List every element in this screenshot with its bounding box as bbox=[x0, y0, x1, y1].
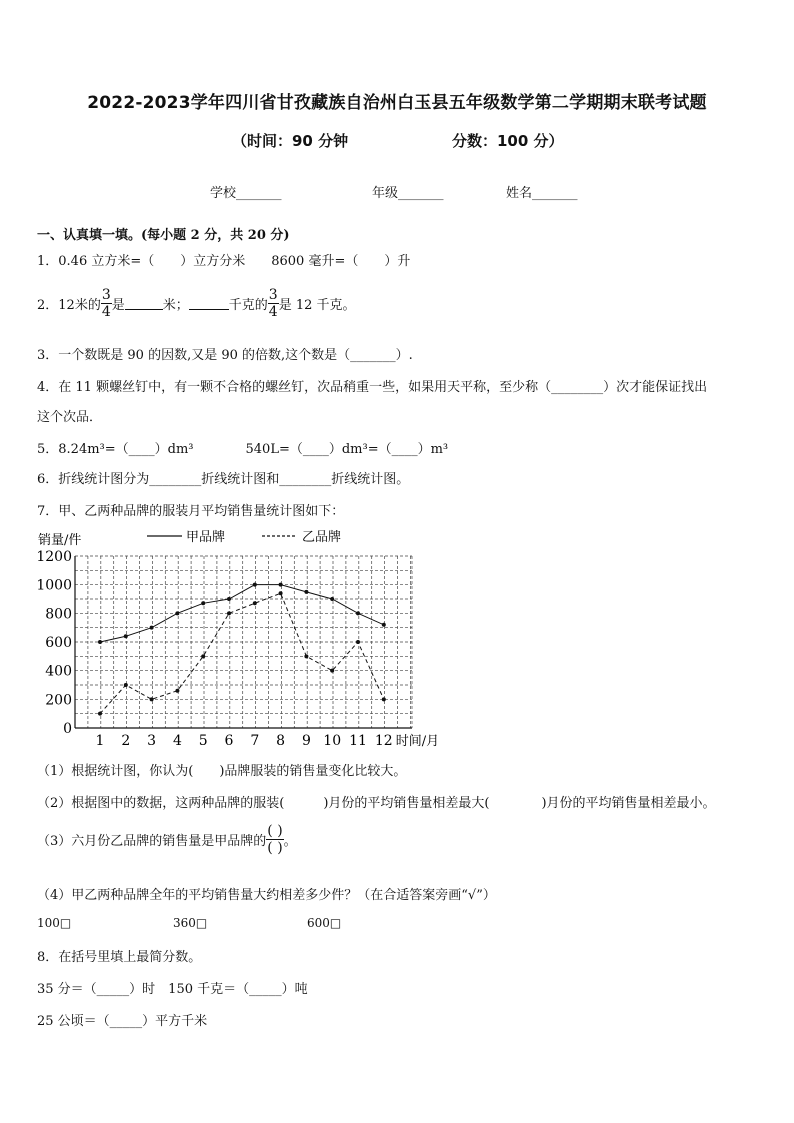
x-tick-label: 3 bbox=[147, 733, 157, 749]
data-point-series-2 bbox=[304, 654, 308, 658]
question-7-3-text: （3）六月份乙品牌的销售量是甲品牌的 bbox=[37, 834, 267, 849]
section-heading: 一、认真填一填。(每小题 2 分，共 20 分) bbox=[37, 228, 290, 243]
question-2-part-a: 2．12米的 bbox=[37, 298, 101, 313]
time-label: （时间：90 分钟 bbox=[232, 132, 349, 150]
data-point-series-1 bbox=[382, 623, 386, 627]
data-point-series-1 bbox=[150, 626, 154, 630]
x-tick-label: 1 bbox=[95, 733, 105, 749]
question-4-cont: 这个次品． bbox=[37, 410, 103, 425]
data-point-series-2 bbox=[175, 689, 179, 693]
x-tick-label: 5 bbox=[198, 733, 208, 749]
fraction-denominator: 4 bbox=[268, 304, 278, 320]
question-2-part-b: 是 bbox=[111, 298, 125, 313]
answer-fraction[interactable] bbox=[266, 824, 283, 855]
fraction-numerator-blank: ( ) bbox=[267, 823, 283, 839]
data-point-series-2 bbox=[356, 640, 360, 644]
data-point-series-2 bbox=[124, 683, 128, 687]
data-point-series-1 bbox=[98, 640, 102, 644]
question-8-a: 35 分＝（_____）时 150 千克＝（_____）吨 bbox=[37, 982, 308, 997]
answer-blank[interactable] bbox=[125, 297, 163, 310]
fraction-numerator: 3 bbox=[268, 287, 278, 303]
question-4: 4．在 11 颗螺丝钉中，有一颗不合格的螺丝钉，次品稍重一些，如果用天平称，至少称（________）次才能保证找出 bbox=[37, 380, 708, 395]
data-point-series-2 bbox=[227, 611, 231, 615]
y-tick-label: 800 bbox=[45, 606, 72, 623]
x-tick-label: 12 bbox=[374, 733, 393, 749]
choice-option-600[interactable]: 600□ bbox=[307, 916, 342, 930]
school-field[interactable]: 学校_______ bbox=[210, 186, 282, 201]
x-tick-label: 2 bbox=[121, 733, 131, 749]
question-2 bbox=[37, 288, 356, 319]
fraction-3-4 bbox=[268, 288, 279, 319]
legend-series-2: 乙品牌 bbox=[302, 530, 342, 545]
question-7-4: （4）甲乙两种品牌全年的平均销售量大约相差多少件？（在合适答案旁画“√”） bbox=[37, 888, 496, 903]
question-7-3-end: 。 bbox=[283, 834, 297, 849]
data-point-series-1 bbox=[330, 597, 334, 601]
data-point-series-1 bbox=[175, 611, 179, 615]
data-point-series-1 bbox=[279, 583, 283, 587]
grade-field[interactable]: 年级_______ bbox=[372, 186, 444, 201]
data-point-series-1 bbox=[227, 597, 231, 601]
y-tick-label: 200 bbox=[45, 692, 72, 709]
question-2-part-c: 米； bbox=[162, 298, 189, 313]
x-tick-label: 9 bbox=[301, 733, 311, 749]
fraction-denominator: 4 bbox=[101, 304, 111, 320]
x-tick-label: 7 bbox=[250, 733, 260, 749]
question-7-3 bbox=[37, 824, 297, 855]
series-line-2 bbox=[100, 593, 384, 713]
y-tick-label: 1000 bbox=[36, 577, 72, 594]
choice-row bbox=[37, 916, 342, 930]
question-2-part-d: 千克的 bbox=[228, 298, 268, 313]
data-point-series-1 bbox=[304, 590, 308, 594]
question-5: 5．8.24m³=（____）dm³ 540L=（____）dm³=（____）m³ bbox=[37, 442, 449, 457]
data-point-series-2 bbox=[150, 697, 154, 701]
choice-option-100[interactable]: 100□ bbox=[37, 916, 72, 930]
fraction-denominator-blank: ( ) bbox=[267, 840, 283, 856]
x-tick-label: 11 bbox=[349, 733, 367, 749]
data-point-series-1 bbox=[253, 583, 257, 587]
choice-option-360[interactable]: 360□ bbox=[173, 916, 208, 930]
x-tick-label: 4 bbox=[172, 733, 182, 749]
question-2-part-e: 是 12 千克。 bbox=[278, 298, 356, 313]
x-axis-label: 时间/月 bbox=[395, 734, 440, 749]
fraction-3-4 bbox=[101, 288, 112, 319]
data-point-series-2 bbox=[201, 654, 205, 658]
question-7-2: （2）根据图中的数据，这两种品牌的服装( )月份的平均销售量相差最大( )月份的平均销售量相差最小。 bbox=[37, 796, 716, 811]
x-tick-label: 8 bbox=[276, 733, 286, 749]
y-axis-label: 销量/件 bbox=[38, 533, 82, 548]
plot-area bbox=[36, 549, 439, 749]
question-8: 8．在括号里填上最简分数。 bbox=[37, 950, 202, 965]
page-title: 2022-2023学年四川省甘孜藏族自治州白玉县五年级数学第二学期期末联考试题 bbox=[87, 93, 707, 113]
legend-series-1: 甲品牌 bbox=[186, 530, 226, 545]
data-point-series-2 bbox=[98, 712, 102, 716]
y-tick-label: 1200 bbox=[36, 549, 72, 565]
question-1: 1．0.46 立方米=（ ）立方分米 8600 毫升=（ ）升 bbox=[37, 254, 411, 269]
data-point-series-2 bbox=[382, 697, 386, 701]
fraction-numerator: 3 bbox=[101, 287, 111, 303]
y-tick-label: 0 bbox=[63, 721, 72, 737]
data-point-series-2 bbox=[253, 601, 257, 605]
answer-blank[interactable] bbox=[189, 297, 229, 310]
question-7-1: （1）根据统计图，你认为( )品牌服装的销售量变化比较大。 bbox=[37, 764, 407, 779]
question-8-b: 25 公顷＝（_____）平方千米 bbox=[37, 1014, 208, 1029]
y-tick-label: 600 bbox=[45, 635, 72, 651]
data-point-series-1 bbox=[124, 634, 128, 638]
y-tick-label: 400 bbox=[45, 663, 72, 680]
question-7: 7．甲、乙两种品牌的服装月平均销售量统计图如下： bbox=[37, 504, 345, 519]
data-point-series-2 bbox=[330, 669, 334, 673]
sales-line-chart bbox=[30, 522, 470, 750]
data-point-series-1 bbox=[356, 611, 360, 615]
question-3: 3．一个数既是 90 的因数,又是 90 的倍数,这个数是（_______）. bbox=[37, 348, 413, 363]
score-label: 分数：100 分） bbox=[452, 132, 564, 150]
data-point-series-2 bbox=[279, 591, 283, 595]
data-point-series-1 bbox=[201, 601, 205, 605]
question-6: 6．折线统计图分为________折线统计图和________折线统计图。 bbox=[37, 472, 410, 487]
x-tick-label: 10 bbox=[323, 733, 342, 749]
name-field[interactable]: 姓名_______ bbox=[506, 186, 578, 201]
x-tick-label: 6 bbox=[224, 733, 234, 749]
